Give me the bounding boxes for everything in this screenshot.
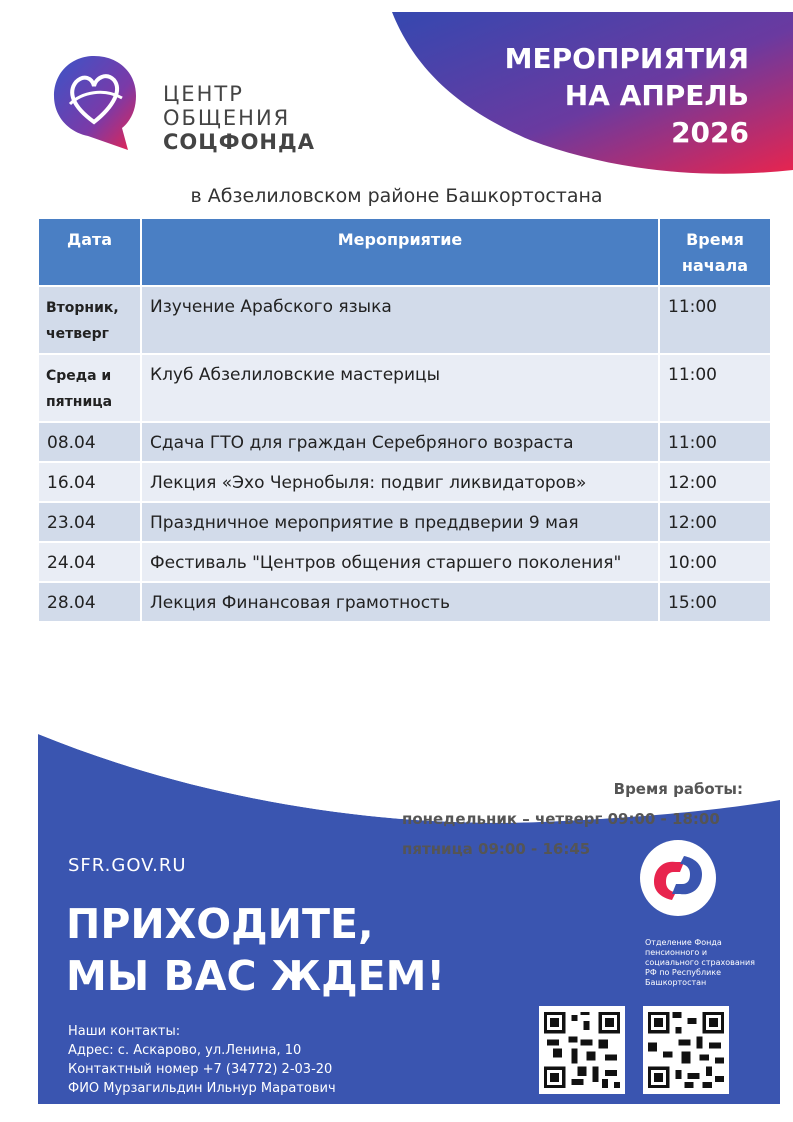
row-time: 12:00 [659,462,771,502]
table-row [38,354,771,422]
work-hours-weekdays: понедельник – четверг 09:00 - 18:00 [402,810,720,828]
website-link[interactable]: SFR.GOV.RU [68,855,187,876]
table-row [38,286,771,354]
column-header-event: Мероприятие [141,218,659,286]
table-header-row [38,218,771,286]
work-hours-friday: пятница 09:00 - 16:45 [402,840,591,858]
qr-code-icon[interactable] [539,1006,625,1094]
row-date: 08.04 [38,422,141,462]
row-event: Сдача ГТО для граждан Серебряного возраста [141,422,659,462]
org-name: Отделение Фонда пенсионного и социального страхования РФ по Республике Башкортостан [645,938,755,987]
row-time: 11:00 [659,422,771,462]
row-time: 11:00 [659,286,771,354]
row-date: 24.04 [38,542,141,582]
logo-text: ЦЕНТР ОБЩЕНИЯ СОЦФОНДА [163,82,315,154]
row-event: Лекция «Эхо Чернобыля: подвиг ликвидаторов» [141,462,659,502]
row-event: Фестиваль "Центров общения старшего поколения" [141,542,659,582]
row-date: Среда и пятница [38,354,141,422]
row-event: Клуб Абзелиловские мастерицы [141,354,659,422]
contacts-block: Наши контакты: Адрес: с. Аскарово, ул.Ленина, 10 Контактный номер +7 (34772) 2-03-20 ФИО Мурзагильдин Ильнур Маратович [68,1024,336,1096]
row-time: 11:00 [659,354,771,422]
sfr-logo-icon [640,840,716,916]
row-event: Лекция Финансовая грамотность [141,582,659,622]
heart-chat-logo-icon [52,52,137,150]
row-date: 23.04 [38,502,141,542]
schedule-table [37,217,772,623]
row-time: 15:00 [659,582,771,622]
row-date: 28.04 [38,582,141,622]
slogan: ПРИХОДИТЕ, МЫ ВАС ЖДЕМ! [66,900,446,1000]
row-time: 12:00 [659,502,771,542]
row-event: Праздничное мероприятие в преддверии 9 мая [141,502,659,542]
work-hours-title: Время работы: [613,780,743,798]
table-row [38,502,771,542]
table-row [38,462,771,502]
row-event: Изучение Арабского языка [141,286,659,354]
table-row [38,422,771,462]
row-time: 10:00 [659,542,771,582]
column-header-time: Время начала [659,218,771,286]
row-date: 16.04 [38,462,141,502]
row-date: Вторник, четверг [38,286,141,354]
column-header-date: Дата [38,218,141,286]
subtitle: в Абзелиловском районе Башкортостана [190,185,603,207]
table-row [38,542,771,582]
page-title: МЕРОПРИЯТИЯ НА АПРЕЛЬ 2026 [504,42,749,149]
qr-code-icon[interactable] [643,1006,729,1094]
table-row [38,582,771,622]
